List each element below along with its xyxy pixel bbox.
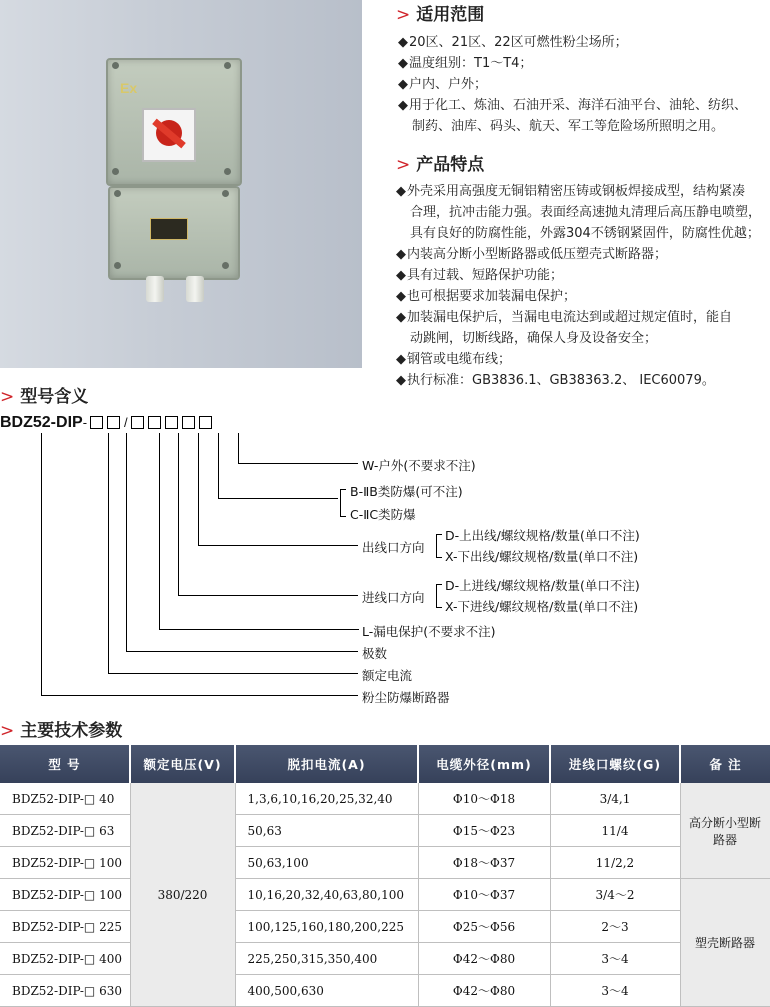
- scope-heading: > 适用范围: [396, 5, 485, 25]
- rotary-switch: [142, 108, 196, 162]
- voltage-cell: 380/220: [130, 783, 235, 1007]
- table-row: BDZ52-DIP-□ 100 50,63,100 Φ18～Φ37 11/2,2: [0, 847, 770, 879]
- note-mcb: 高分断小型断路器: [680, 783, 770, 879]
- col-voltage: 额定电压(V): [130, 745, 235, 783]
- label-inlet-x: X-下进线/螺纹规格/数量(单口不注): [445, 599, 639, 614]
- scope-list: [398, 32, 768, 137]
- table-row: BDZ52-DIP-□ 100 10,16,20,32,40,63,80,100 Φ10～Φ37 3/4～2 塑壳断路器: [0, 879, 770, 911]
- label-outlet-direction: 出线口方向: [362, 540, 425, 555]
- cable-gland: [146, 276, 164, 302]
- list-item: ◆用于化工、炼油、石油开采、海洋石油平台、油轮、纺织、: [398, 98, 748, 113]
- table-row: BDZ52-DIP-□ 225 100,125,160,180,200,225 Φ25～Φ56 2～3: [0, 911, 770, 943]
- table-header-row: [0, 745, 770, 783]
- table-row: BDZ52-DIP-□ 400 225,250,315,350,400 Φ42～Φ80 3～4: [0, 943, 770, 975]
- label-c: C-ⅡC类防爆: [350, 507, 416, 522]
- product-photo: [0, 0, 362, 368]
- label-inlet-direction: 进线口方向: [362, 590, 425, 605]
- col-note: 备 注: [680, 745, 770, 783]
- cable-gland: [186, 276, 204, 302]
- col-model: 型 号: [0, 745, 130, 783]
- col-trip: 脱扣电流(A): [235, 745, 418, 783]
- label-leakage: L-漏电保护(不要求不注): [362, 624, 496, 639]
- table-row: BDZ52-DIP-□ 40 380/220 1,3,6,10,16,20,25,32,40 Φ10～Φ18 3/4,1 高分断小型断路器: [0, 783, 770, 815]
- ex-mark: Ex: [120, 80, 138, 96]
- label-b: B-ⅡB类防爆(可不注): [350, 484, 463, 499]
- list-item: ◆20区、21区、22区可燃性粉尘场所；: [398, 35, 628, 50]
- params-table: [0, 745, 770, 1007]
- model-heading: > 型号含义: [0, 387, 89, 407]
- nameplate: [150, 218, 188, 240]
- label-outlet-x: X-下出线/螺纹规格/数量(单口不注): [445, 549, 639, 564]
- table-row: BDZ52-DIP-□ 63 50,63 Φ15～Φ23 11/4: [0, 815, 770, 847]
- label-poles: 极数: [362, 646, 388, 661]
- label-outlet-d: D-上出线/螺纹规格/数量(单口不注): [445, 528, 640, 543]
- params-heading: > 主要技术参数: [0, 721, 123, 741]
- features-heading: > 产品特点: [396, 155, 485, 175]
- label-product-name: 粉尘防爆断路器: [362, 690, 450, 705]
- table-row: BDZ52-DIP-□ 630 400,500,630 Φ42～Φ80 3～4: [0, 975, 770, 1007]
- label-w: W-户外(不要求不注): [362, 458, 476, 473]
- col-thread: 进线口螺纹(G): [550, 745, 680, 783]
- label-inlet-d: D-上进线/螺纹规格/数量(单口不注): [445, 578, 640, 593]
- note-mccb: 塑壳断路器: [680, 879, 770, 1007]
- label-current: 额定电流: [362, 668, 413, 683]
- list-item: ◆户内、户外；: [398, 77, 488, 92]
- list-item: ◆温度组别：T1～T4；: [398, 56, 533, 71]
- col-cable: 电缆外径(mm): [418, 745, 550, 783]
- features-list: ◆外壳采用高强度无铜铝精密压铸或钢板焊接成型，结构紧凑 合理，抗冲击能力强。表面经高速抛丸清理后高压静电喷塑， 具有良好的防腐性能，外露304不锈钢紧固件，防腐性优越； ◆内装高分断小型断路器或低压塑壳式断路器； ◆具有过载、短路保护功能； ◆也可根据要求加装漏电保护； ◆加装漏电保护后，当漏电电流达到或超过规定值时，能自 动跳闸，切断线路，确保人身及设备安全； ◆钢管或电缆布线； ◆执行标准：GB3836.1、GB38363.2、 IEC60079。: [396, 184, 762, 388]
- model-code: BDZ52-DIP- /: [0, 414, 216, 432]
- list-item: 制药、油库、码头、航天、军工等危险场所照明之用。: [412, 119, 725, 134]
